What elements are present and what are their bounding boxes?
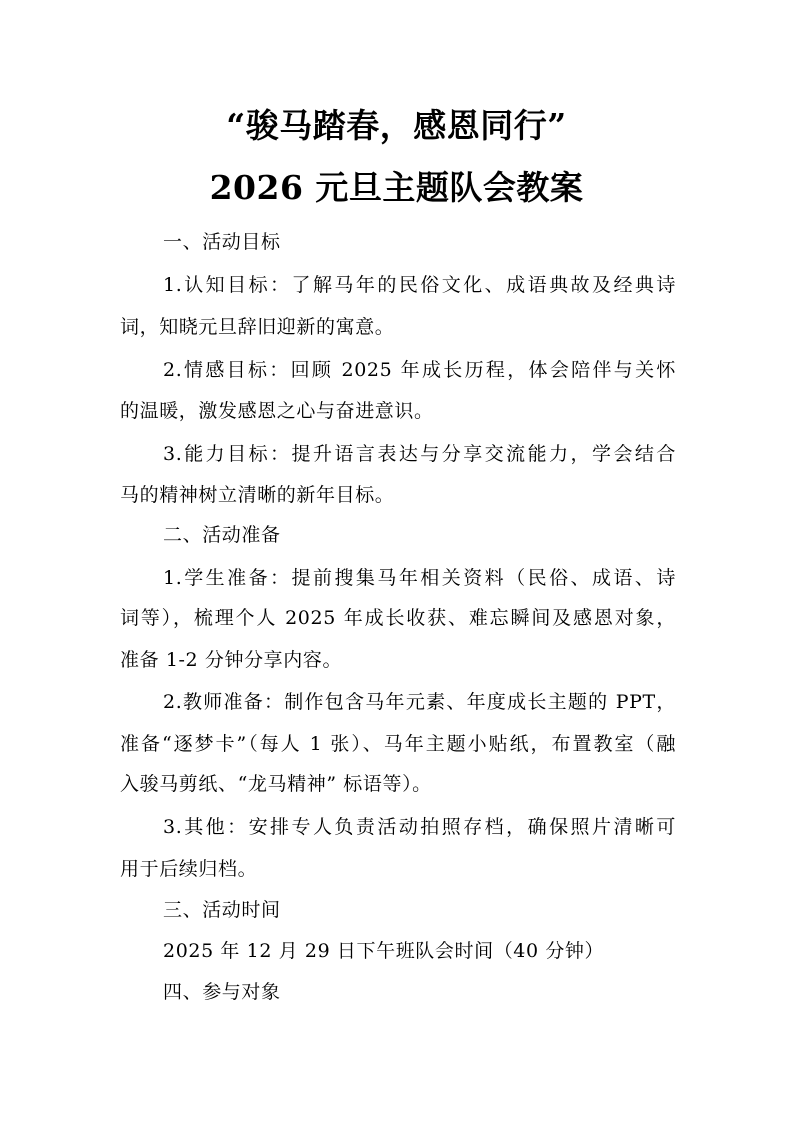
paragraph-line: 准备 1-2 分钟分享内容。	[120, 649, 343, 671]
paragraph-line: 马的精神树立清晰的新年目标。	[120, 484, 395, 506]
document-title-line-1: “骏马踏春，感恩同行”	[226, 106, 567, 145]
section-heading-participants: 四、参与对象	[163, 981, 281, 1003]
section-heading-objectives: 一、活动目标	[163, 231, 281, 253]
paragraph-line: 用于后续归档。	[120, 858, 258, 880]
paragraph-line: 入骏马剪纸、“龙马精神” 标语等）。	[120, 773, 432, 795]
paragraph-line: 词，知晓元旦辞旧迎新的寓意。	[120, 316, 395, 338]
section-heading-time: 三、活动时间	[163, 899, 281, 921]
paragraph-line: 3.其他：安排专人负责活动拍照存档，确保照片清晰可	[163, 816, 676, 838]
paragraph-line: 的温暖，激发感恩之心与奋进意识。	[120, 400, 434, 422]
paragraph-line: 3.能力目标：提升语言表达与分享交流能力，学会结合	[163, 443, 676, 465]
paragraph-line: 1.学生准备：提前搜集马年相关资料（民俗、成语、诗	[163, 567, 676, 589]
paragraph-line: 2025 年 12 月 29 日下午班队会时间（40 分钟）	[163, 940, 605, 962]
paragraph-line: 词等），梳理个人 2025 年成长收获、难忘瞬间及感恩对象，	[120, 607, 676, 629]
paragraph-line: 2.教师准备：制作包含马年元素、年度成长主题的 PPT，	[163, 691, 676, 713]
document-title-line-2: 2026 元旦主题队会教案	[209, 168, 584, 207]
paragraph-line: 2.情感目标：回顾 2025 年成长历程，体会陪伴与关怀	[163, 359, 676, 381]
section-heading-preparation: 二、活动准备	[163, 524, 281, 546]
paragraph-line: 准备“逐梦卡”（每人 1 张）、马年主题小贴纸，布置教室（融	[120, 733, 676, 755]
paragraph-line: 1.认知目标：了解马年的民俗文化、成语典故及经典诗	[163, 274, 676, 296]
